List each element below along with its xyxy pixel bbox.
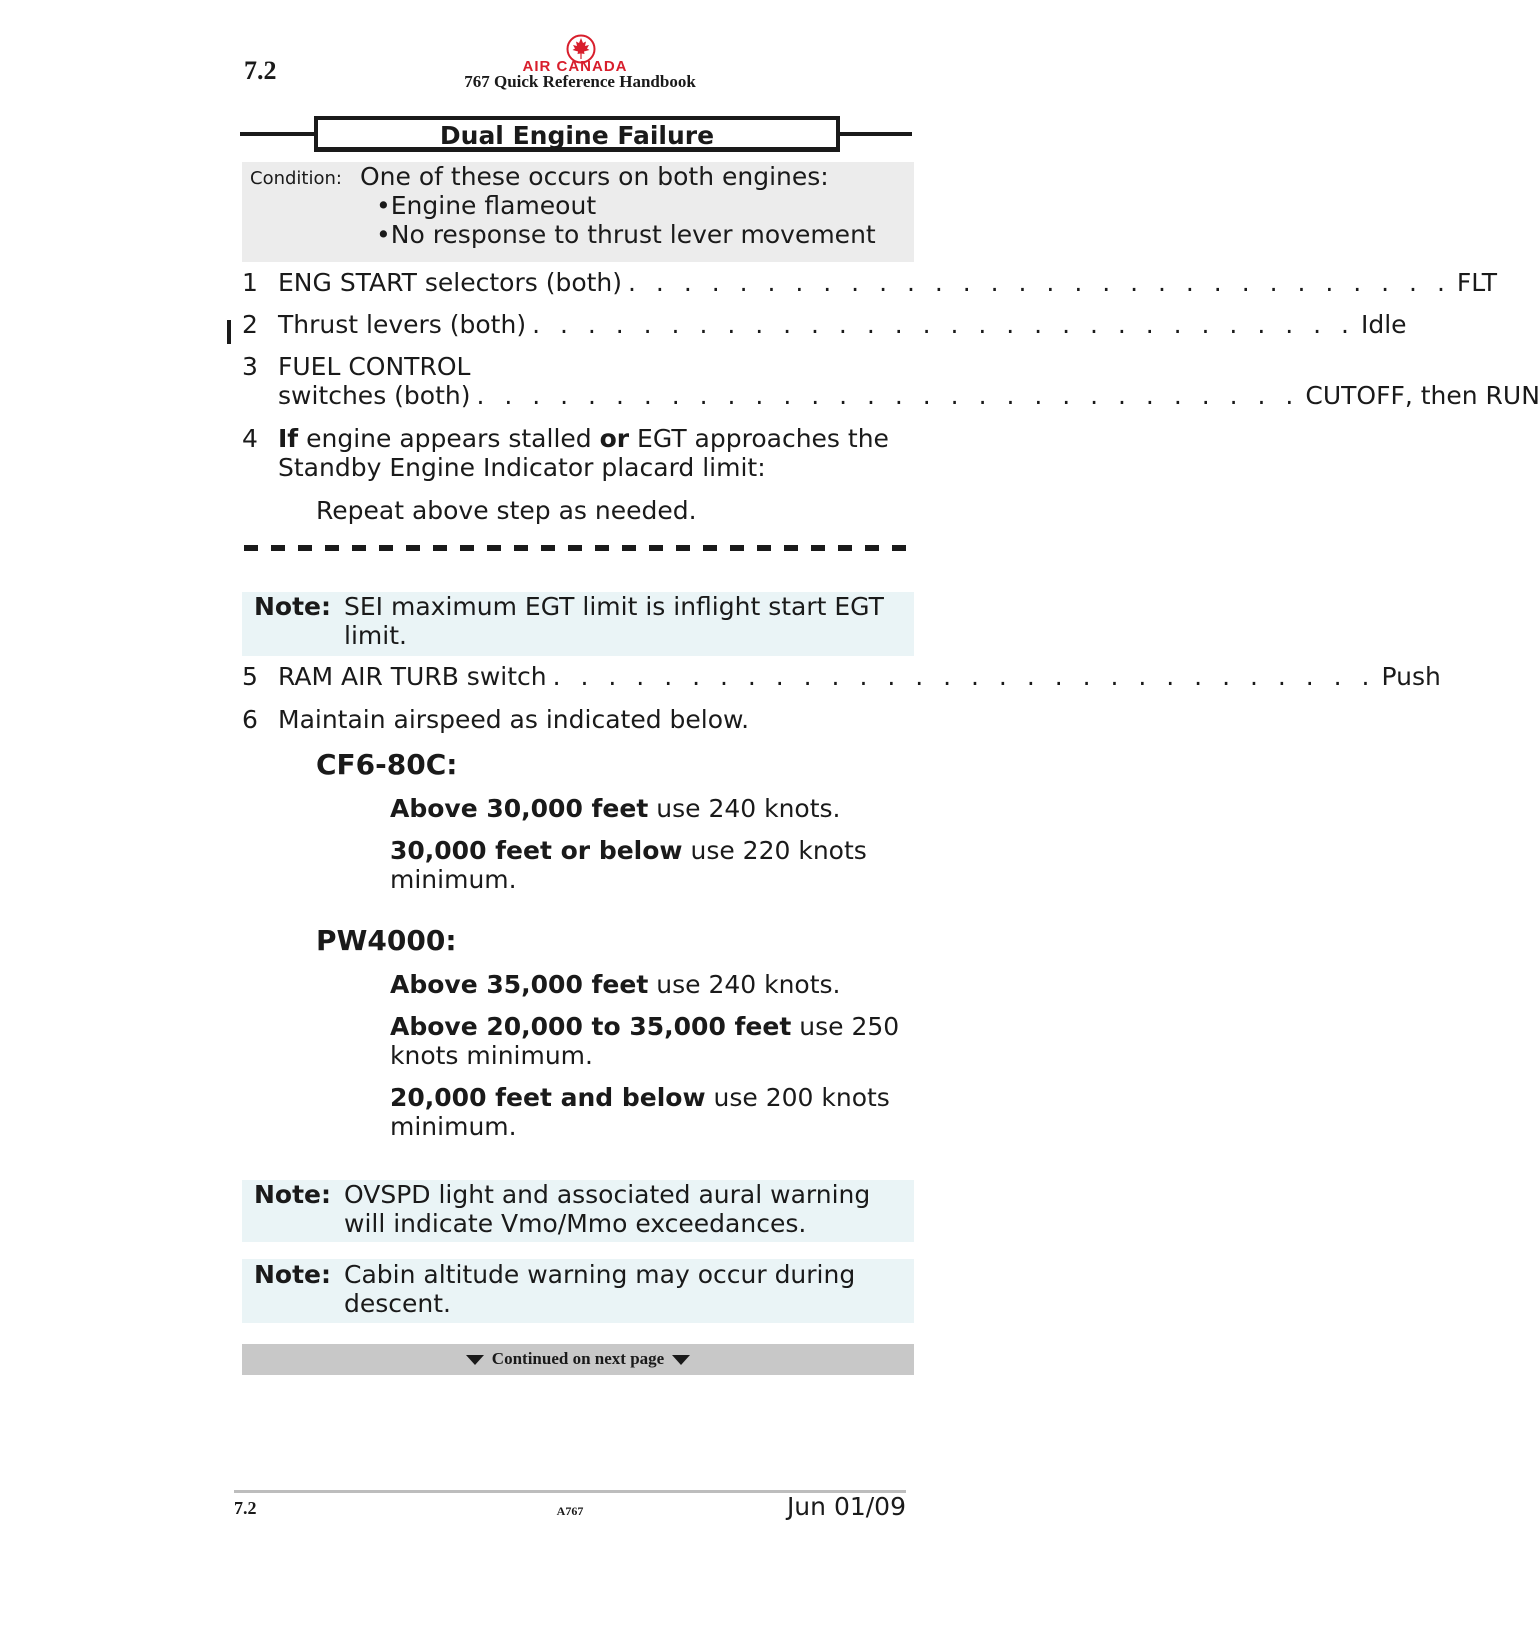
step-number: 3	[242, 352, 258, 381]
step-number: 6	[242, 705, 258, 734]
speed-rule	[390, 1083, 910, 1141]
step-value: Idle	[1360, 310, 1407, 339]
speed-rule-text: knots minimum.	[390, 1041, 593, 1070]
speed-rule	[390, 836, 910, 894]
change-bar	[227, 320, 231, 344]
footer-model: A767	[556, 1504, 584, 1518]
condition-label: Condition:	[250, 168, 342, 189]
engine-heading: PW4000:	[316, 924, 457, 957]
note-label: Note:	[254, 592, 332, 621]
speed-rule	[390, 970, 910, 999]
title-rule-left	[240, 132, 316, 136]
continued-indicator	[242, 1349, 914, 1369]
speed-rule	[390, 794, 910, 823]
condition-bullet-text: No response to thrust lever movement	[390, 220, 876, 249]
note-text: limit.	[344, 621, 407, 650]
leader-dots: . . . . . . . . . . . . . . . . . . . . . . . . . . . . . .	[532, 310, 1355, 339]
dashed-divider	[244, 545, 912, 551]
continued-text: Continued on next page	[491, 1349, 665, 1368]
speed-rule-bold: Above 30,000 feet	[390, 794, 649, 823]
step-label: Maintain airspeed as indicated below.	[278, 705, 750, 734]
step-number: 1	[242, 268, 258, 297]
step-text: engine appears stalled	[298, 424, 600, 453]
engine-heading: CF6-80C:	[316, 748, 458, 781]
speed-rule-bold: Above 35,000 feet	[390, 970, 649, 999]
note-text: OVSPD light and associated aural warning	[344, 1180, 871, 1209]
step-label: switches (both)	[278, 381, 471, 410]
note-text: will indicate Vmo/Mmo exceedances.	[344, 1209, 807, 1238]
note-label: Note:	[254, 1260, 332, 1289]
page-title: Dual Engine Failure	[439, 121, 715, 150]
step-value: FLT	[1456, 268, 1498, 297]
speed-rule-bold: Above 20,000 to 35,000 feet	[390, 1012, 792, 1041]
condition-bullet-text: Engine flameout	[390, 191, 597, 220]
step-value: Push	[1381, 662, 1441, 691]
step-text: EGT approaches the	[629, 424, 889, 453]
step-4-line1	[278, 424, 889, 453]
step-4-line2: Standby Engine Indicator placard limit:	[278, 453, 766, 482]
step-label: FUEL CONTROL	[278, 352, 471, 381]
condition-bullet: •Engine flameout	[376, 191, 597, 220]
note-text: descent.	[344, 1289, 451, 1318]
condition-intro: One of these occurs on both engines:	[360, 162, 829, 191]
speed-rule-bold: 30,000 feet or below	[390, 836, 683, 865]
handbook-title: 767 Quick Reference Handbook	[464, 72, 696, 91]
brand-name: AIR CANADA	[522, 58, 628, 75]
step-label: RAM AIR TURB switch	[278, 662, 547, 691]
if-keyword: If	[278, 424, 299, 453]
speed-rule-bold: 20,000 feet and below	[390, 1083, 706, 1112]
step-5	[278, 662, 1441, 691]
triangle-down-icon	[672, 1355, 690, 1365]
speed-rule-text: minimum.	[390, 865, 517, 894]
speed-rule-text: use 200 knots	[705, 1083, 890, 1112]
condition-bullet: •No response to thrust lever movement	[376, 220, 876, 249]
speed-rule-text: use 220 knots	[682, 836, 867, 865]
step-3	[278, 381, 1540, 410]
note-label: Note:	[254, 1180, 332, 1209]
section-number: 7.2	[244, 56, 277, 85]
title-rule-right	[838, 132, 912, 136]
or-keyword: or	[599, 424, 630, 453]
step-4-sub: Repeat above step as needed.	[316, 496, 697, 525]
step-label: ENG START selectors (both)	[278, 268, 623, 297]
step-2	[278, 310, 1407, 339]
leader-dots: . . . . . . . . . . . . . . . . . . . . . . . . . . . . . .	[552, 662, 1376, 691]
note-text: Cabin altitude warning may occur during	[344, 1260, 856, 1289]
step-number: 4	[242, 424, 258, 453]
speed-rule	[390, 1012, 910, 1070]
speed-rule-text: use 240 knots.	[648, 794, 841, 823]
note-text: SEI maximum EGT limit is inflight start EGT	[344, 592, 884, 621]
step-number: 5	[242, 662, 258, 691]
step-1	[278, 268, 1498, 297]
footer-page-number: 7.2	[234, 1498, 257, 1518]
speed-rule-text: use 240 knots.	[648, 970, 841, 999]
step-value: CUTOFF, then RUN	[1305, 381, 1540, 410]
footer-date: Jun 01/09	[786, 1492, 906, 1521]
triangle-down-icon	[466, 1355, 484, 1365]
speed-rule-text: use 250	[791, 1012, 900, 1041]
step-label: Thrust levers (both)	[278, 310, 527, 339]
leader-dots: . . . . . . . . . . . . . . . . . . . . . . . . . . . . . .	[628, 268, 1451, 297]
step-number: 2	[242, 310, 258, 339]
leader-dots: . . . . . . . . . . . . . . . . . . . . . . . . . . . . . .	[476, 381, 1300, 410]
speed-rule-text: minimum.	[390, 1112, 517, 1141]
